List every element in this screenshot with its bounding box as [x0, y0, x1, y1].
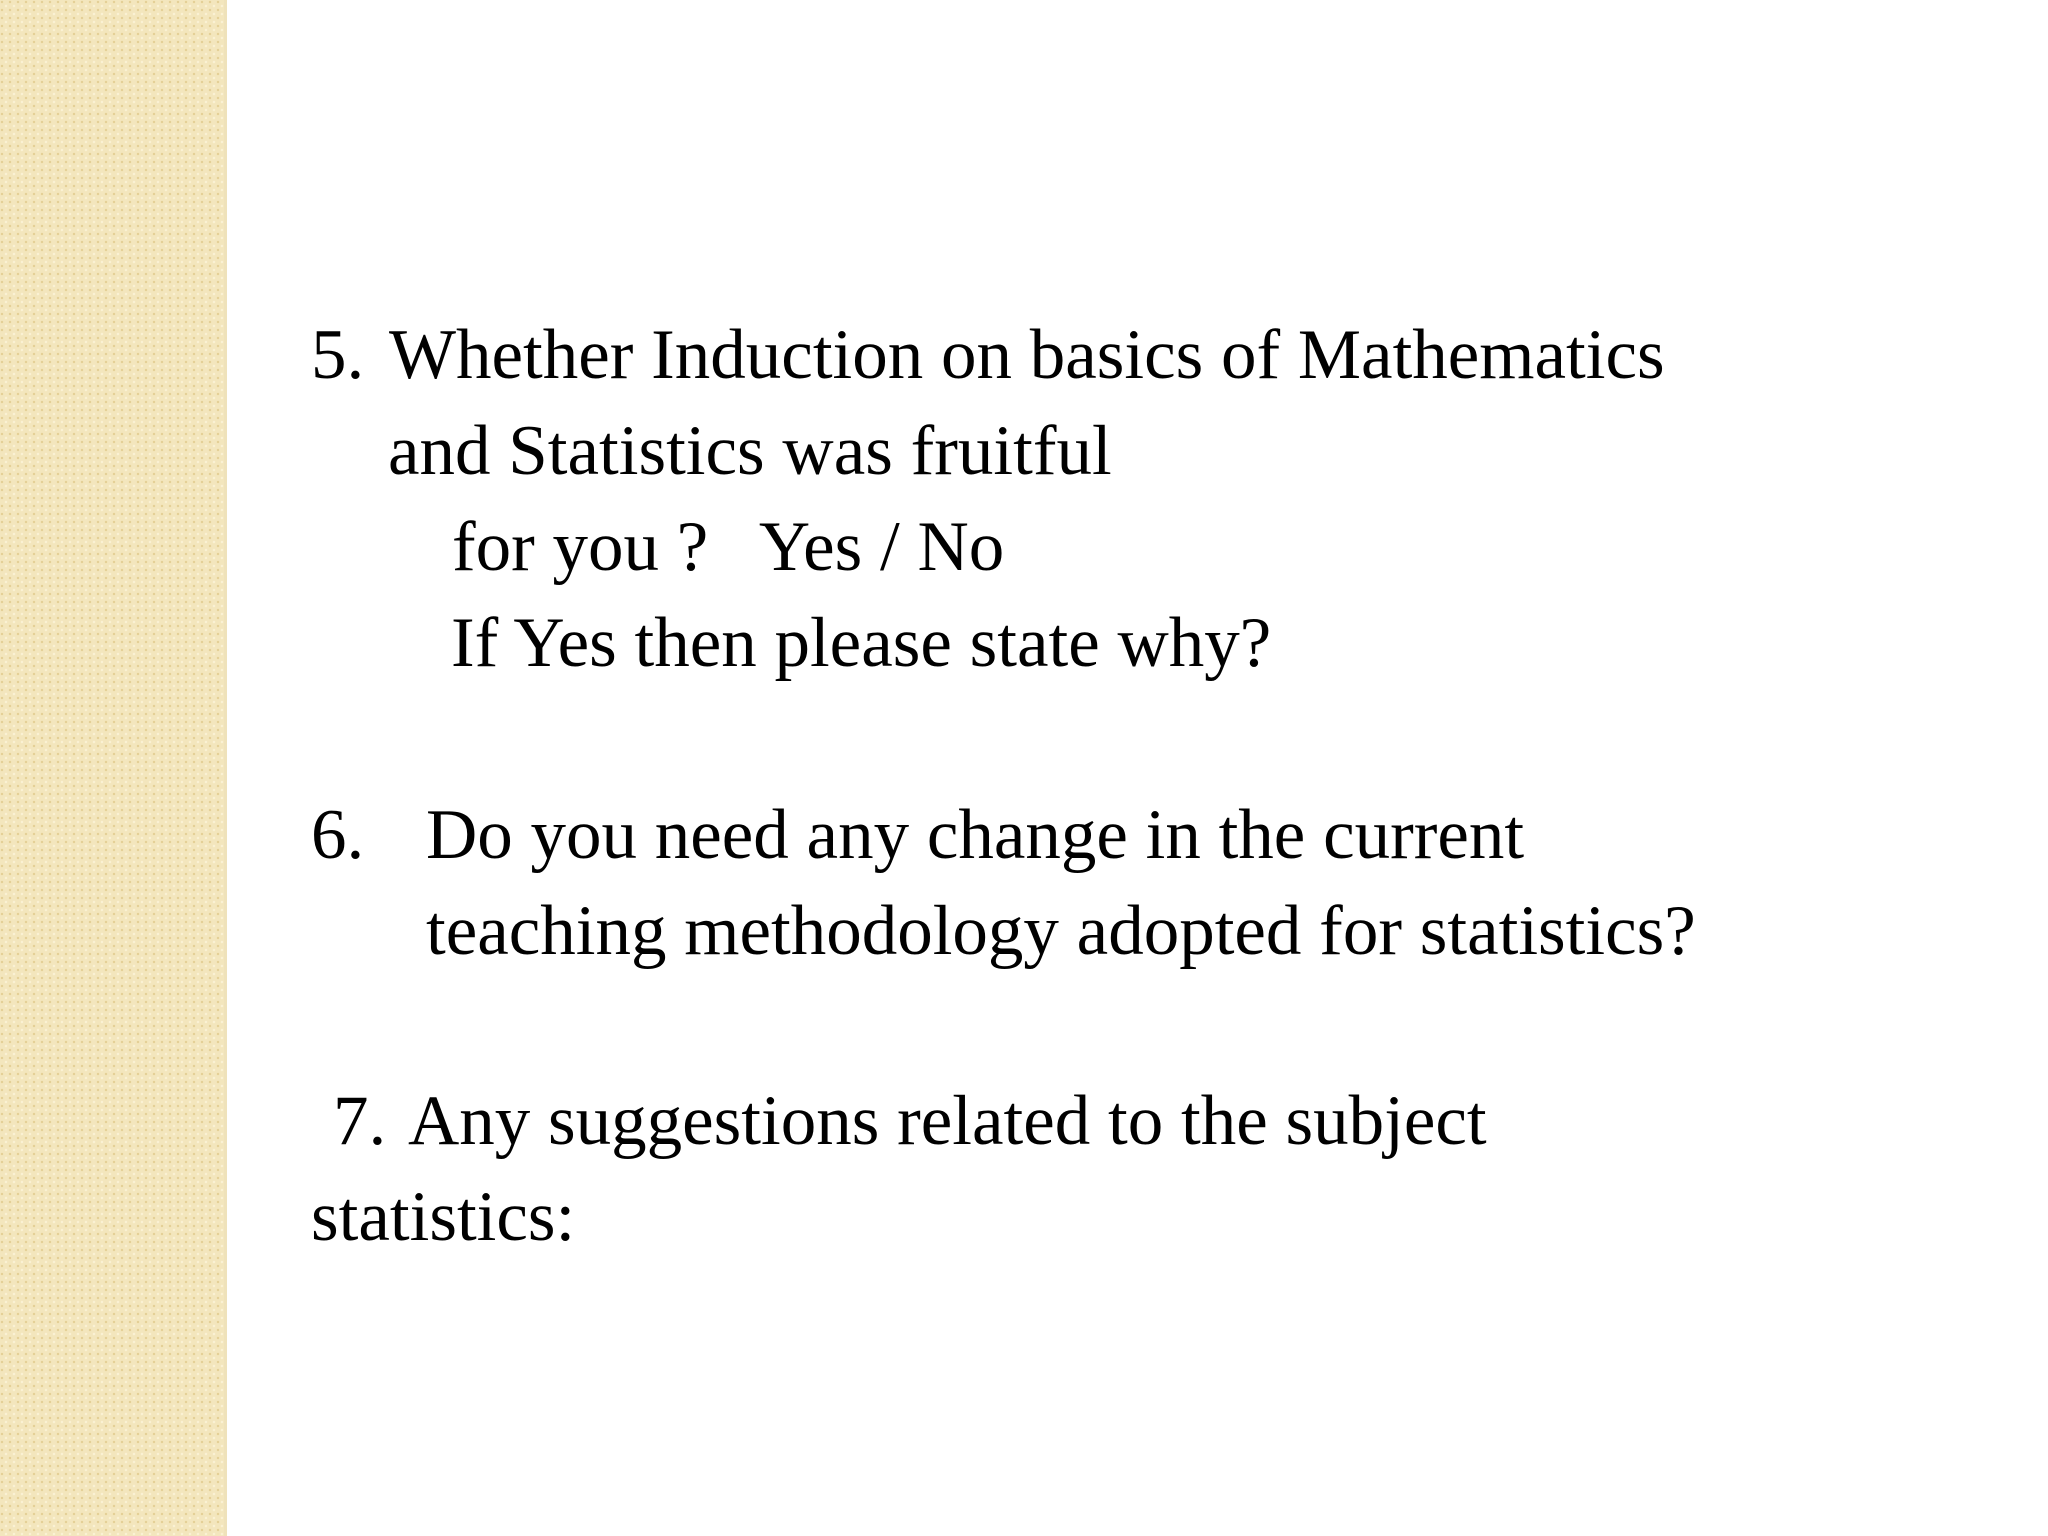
question-7-line-2: statistics:	[311, 1178, 576, 1256]
question-6-number: 6.	[311, 796, 365, 874]
question-7-number: 7.	[333, 1082, 387, 1160]
question-5-number: 5.	[311, 316, 365, 394]
question-5-line-3: for you ? Yes / No	[452, 508, 1005, 586]
question-6-line-1: Do you need any change in the current	[426, 796, 1525, 874]
question-7-line-1: Any suggestions related to the subject	[408, 1082, 1487, 1160]
question-5-line-4: If Yes then please state why?	[451, 604, 1272, 682]
question-6-line-2: teaching methodology adopted for statistics?	[426, 892, 1696, 970]
question-5-line-1: Whether Induction on basics of Mathematics	[389, 316, 1665, 394]
question-5-line-2: and Statistics was fruitful	[388, 412, 1112, 490]
